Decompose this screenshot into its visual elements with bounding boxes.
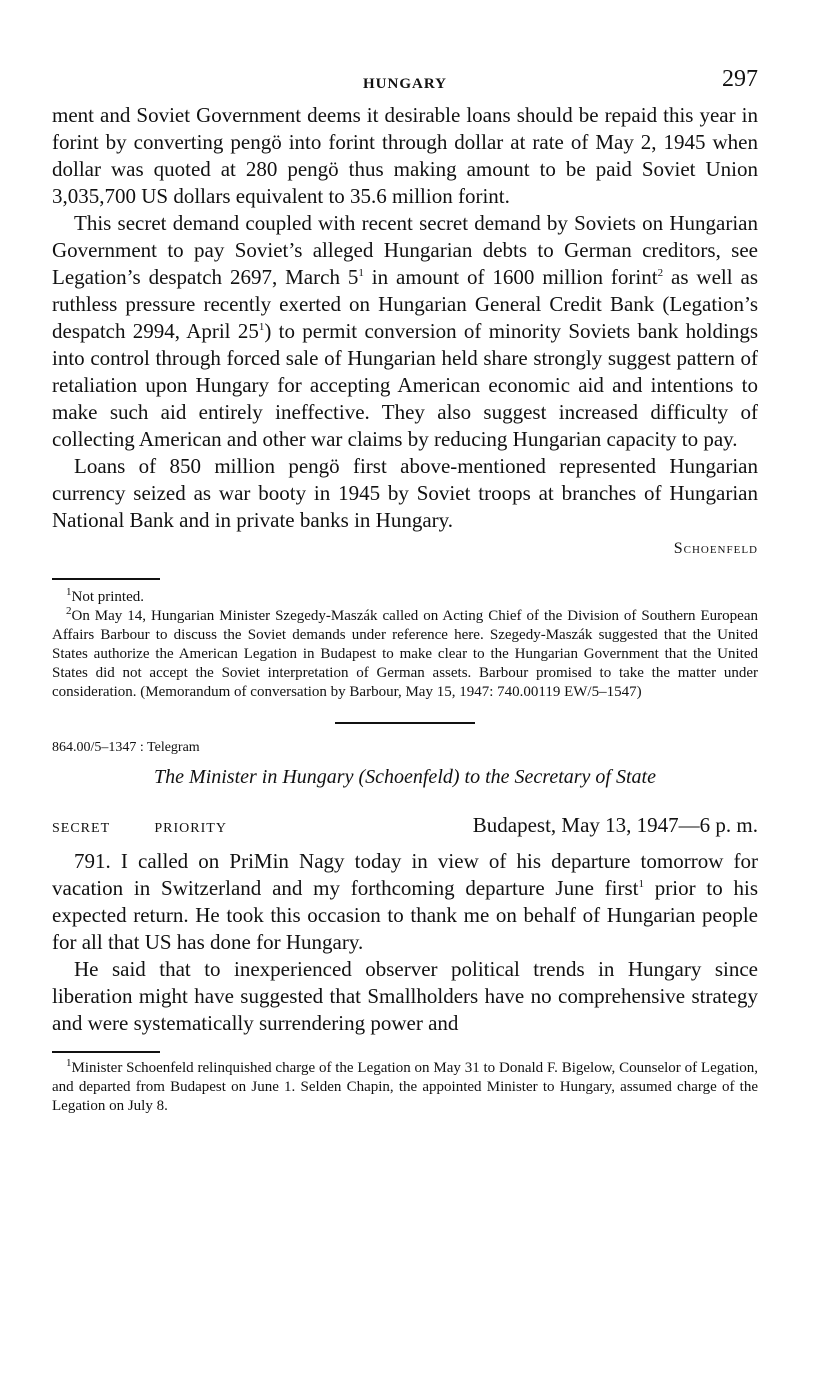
footnote-ref: 1 [638,878,645,890]
telegram-meta [52,813,758,838]
footnote-schoenfeld: $^1$Minister Schoenfeld relinquished charge of the Legation on May 31 to Donald F. Bigelow, Counselor of Legation, and departed from Budapest on June 1. Selden Chapin, the appointed Minister to Hungary, assumed charge of the Legation on July 8. [52,1057,758,1114]
place-date: Budapest, May 13, 1947—6 p. m. [472,813,758,837]
footnote-ref: 1 [258,321,265,333]
document-title: The Minister in Hungary (Schoenfeld) to the Secretary of State [154,766,656,788]
paragraph-2: This secret demand coupled with recent secret demand by Soviets on Hungarian Government to pay Soviet’s alleged Hungarian debts to German creditors, see Legation’s despatch 2697, March $5^1$ in amount of 1600 million forint$^2$ as well as ruthless pressure recently exerted on Hungarian General Credit Bank (Legation’s despatch 2994, April $25^1$) to permit conversion of minority Soviets bank holdings into control through forced sale of Hungarian held share strongly suggest pattern of retaliation upon Hungary for accepting American economic aid and intentions to make such aid entirely ineffective. They also suggest increased difficulty of collecting American and other war claims by reducing Hungarian capacity to pay. [52,211,758,451]
file-reference: 864.00/5–1347 : Telegram [52,740,200,755]
paragraph-smallholders: He said that to inexperienced observer political trends in Hungary since liberation might have suggested that Smallholders have no comprehensive strategy and were systematically surrendering power and [52,957,758,1035]
page-header [52,62,758,102]
classification-label: SECRET [52,821,110,836]
footnote-2: $^2$On May 14, Hungarian Minister Szegedy-Maszák called on Acting Chief of the Division of Southern European Affairs Barbour to discuss the Soviet demands under reference here. Szegedy-Maszák suggested that the United States authorize the American Legation in Budapest to make clear to the Hungarian Government that the United States did not accept the Soviet interpretation of German assets. Barbour promised to take the matter under consideration. (Memorandum of conversation by Barbour, May 15, 1947: 740.00119 EW/5–1547) [52,605,758,700]
signature: Schoenfeld [673,540,758,557]
footnotes-2 [52,1059,758,1116]
paragraph-791: 791. I called on PriMin Nagy today in view of his departure tomorrow for vacation in Switzerland and my forthcoming departure June first$^1$ prior to his expected return. He took this occasion to thank me on behalf of Hungarian people for all that US has done for Hungary. [52,849,758,954]
footnote-ref: 2 [657,267,664,279]
paragraph-3: Loans of 850 million pengö first above-mentioned represented Hungarian currency seized as war booty in 1945 by Soviet troops at branches of Hungarian National Bank and in private banks in Hungary. [52,454,758,532]
running-head: HUNGARY [363,76,447,92]
page-number: 297 [722,66,758,92]
section-divider [335,722,475,724]
precedence-label: PRIORITY [154,821,227,836]
document-page [52,62,758,1116]
paragraph-1: ment and Soviet Government deems it desirable loans should be repaid this year in forint by converting pengö into forint through dollar at rate of May 2, 1945 when dollar was quoted at 280 pengö thus making amount to be paid Soviet Union 3,035,700 US dollars equivalent to 35.6 million forint. [52,103,758,208]
footnote-1: $^1$Not printed. [66,586,144,605]
footnotes-1 [52,588,758,702]
telegram-body [52,848,758,1037]
footnote-ref: 1 [358,267,364,279]
footnote-rule [52,578,160,580]
telegram-continuation [52,102,758,534]
footnote-rule-2 [52,1051,160,1053]
